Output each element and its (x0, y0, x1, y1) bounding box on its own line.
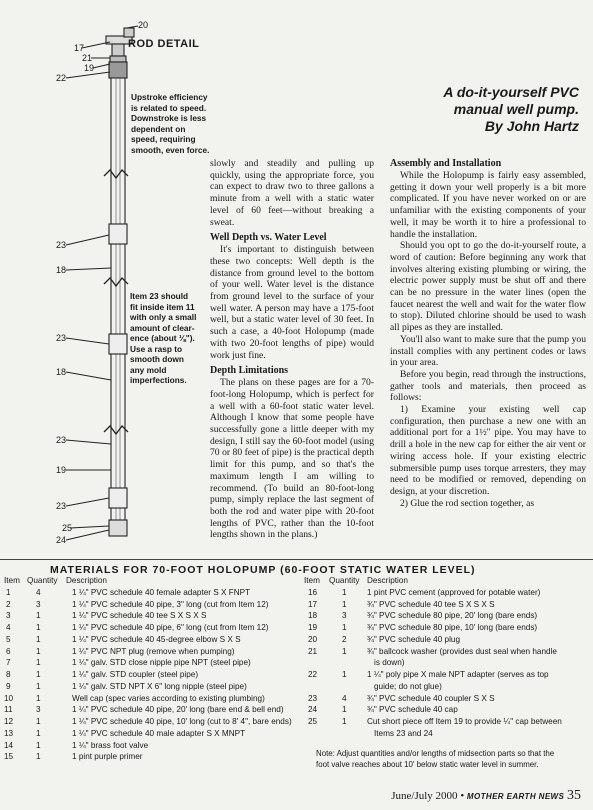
table-row: 4 1 1 ¼" PVC schedule 40 pipe, 6" long (cut from Item 12) (6, 623, 269, 633)
table-row: 15 1 1 pint purple primer (4, 752, 143, 762)
callout-label: 22 (56, 73, 67, 83)
article-column-1: slowly and steadily and pulling up quickly, using the appropriate force, you can expect to draw two to three gallons a minute from a well with a static water level of 60 feet—without breaking a sweat. Well Depth vs. Water Level It's important to distinguish between these two concepts: Well depth is the distance from ground level to the bottom of your well. Water level is the distance from ground level to the surface of your well water. A person may have a 175-foot well, but a static water level of 30 feet. In such a case, a 40-foot Holopump (made with two 20-foot lengths of pipe) would work just fine. Depth Limitations The plans on these pages are for a 70-foot-long Holopump, which is perfect for a well with a 60-foot static water level. Although I know that some people have successfully gone a little deeper with my design, I still say the 60-foot model (using 70 or 80 feet of pipe) is the practical depth limit for this pump, and so that's the maximum length I am willing to recommend. (To build an 80-foot-long pump, simply replace the last segment of both the rod and water pipe with 20-foot lengths of PVC, rather than the 10-foot lengths shown in the plans.) (210, 158, 374, 541)
table-row: 20 2 ¾" PVC schedule 40 plug (308, 634, 461, 644)
table-row: Items 23 and 24 (374, 728, 433, 738)
table-row: is down) (374, 658, 405, 668)
table-row: guide; do not glue) (374, 681, 442, 691)
table-row: 18 3 ¾" PVC schedule 80 pipe, 20' long (bare ends) (308, 611, 538, 621)
callout-label: 23 (56, 501, 67, 511)
table-row: 19 1 ¾" PVC schedule 80 pipe, 10' long (bare ends) (308, 623, 538, 633)
table-header: Item Quantity Description (4, 576, 107, 585)
table-header: Item Quantity Description (304, 576, 408, 585)
page-number: 35 (567, 788, 581, 803)
table-row: 8 1 1 ¼" galv. STD coupler (steel pipe) (6, 670, 199, 680)
rod-fitting (112, 44, 124, 56)
coupler-23 (109, 224, 127, 244)
magazine-name: MOTHER EARTH NEWS (466, 792, 565, 801)
table-row: 13 1 1 ¼" PVC schedule 40 male adapter S X MNPT (4, 728, 246, 738)
section-heading: Depth Limitations (210, 365, 289, 377)
top-guide-22 (109, 62, 127, 78)
plug-20 (124, 28, 134, 37)
item23-note: Item 23 should fit inside item 11 with only a small amount of clear- ence (about ⅛"). Use a rasp to smooth down any mold imperfections. (130, 291, 197, 385)
table-row: 7 1 1 ¼" galv. STD close nipple pipe NPT (steel pipe) (6, 658, 251, 668)
callout-label: 19 (84, 63, 95, 73)
materials-note: Note: Adjust quantities and/or lengths of midsection parts so that the foot valve reaches about 10' below static water level in summer. (316, 749, 555, 769)
table-row: 24 1 ¾" PVC schedule 40 cap (308, 705, 458, 715)
headline: A do-it-yourself PVC manual well pump. By John Hartz (443, 84, 579, 134)
table-row: 17 1 ¾" PVC schedule 40 tee S X S X S (308, 599, 495, 609)
table-row: 25 1 Cut short piece off Item 19 to provide ¼" cap between (308, 717, 562, 727)
callout-label: 23 (56, 333, 67, 343)
table-row: 11 3 1 ¼" PVC schedule 40 pipe, 20' long (bare end & bell end) (4, 705, 284, 715)
table-row: 6 1 1 ¼" PVC NPT plug (remove when pumping) (6, 646, 235, 656)
table-row: 23 4 ¾" PVC schedule 40 coupler S X S (308, 693, 495, 703)
table-row: 3 1 1 ¼" PVC schedule 40 tee S X S X S (6, 611, 207, 621)
table-row: 16 1 1 pint PVC cement (approved for potable water) (308, 587, 541, 597)
washer-21 (110, 56, 126, 62)
callout-label: 21 (82, 53, 93, 63)
materials-right-column (300, 575, 593, 740)
table-row: 9 1 1 ¼" galv. STD NPT X 6" long nipple (steel pipe) (6, 681, 247, 691)
callout-label: 18 (56, 265, 67, 275)
callout-label: 23 (56, 435, 67, 445)
callout-label: 19 (56, 465, 67, 475)
callout-label: 24 (56, 535, 67, 545)
section-heading: Assembly and Installation (390, 158, 502, 169)
section-heading: Well Depth vs. Water Level (210, 232, 327, 244)
table-row: 22 1 1 ¼" poly pipe X male NPT adapter (serves as top (308, 670, 549, 680)
callout-label: 18 (56, 367, 67, 377)
article-column-2: Assembly and Installation While the Holopump is fairly easy assembled, getting it down your well properly is a bit more complicated. If you have never worked on or are unfamiliar with the existing components of your well, it may be worth it to hire a professional to handle the installation. Should you opt to go the do-it-yourself route, a word of caution: Before beginning any work that involves altering existing plumbing or wiring, the electric power supply must be shut off and there can be no pressure in the water lines (open the faucet nearest the well and wait for the water flow to stop). Diluted chlorine should be used to wash all pipes as they are installed. You'll also want to make sure that the pump you install complies with any pertinent codes or laws in your area. Before you begin, read through the instructions, gather tools and materials, then proceed as follows: 1) Examine your existing well cap configuration, then purchase a new one with an additional port for a 1½" pipe. You may have to drill a hole in the new cap for either the air vent or wiring access hole. If your existing electric submersible pump uses torque arresters, they may need to be modified or removed, depending on design, at your discretion. 2) Glue the rod section together, as (390, 158, 586, 509)
table-row: 1 4 1 ¼" PVC schedule 40 female adapter S X FNPT (6, 587, 251, 597)
coupler-23 (109, 334, 127, 354)
materials-title: MATERIALS FOR 70-FOOT HOLOPUMP (60-FOOT STATIC WATER LEVEL) (50, 564, 476, 576)
coupler-23 (109, 488, 127, 508)
materials-left-column (0, 575, 300, 763)
table-row: 12 1 1 ¼" PVC schedule 40 pipe, 10' long (cut to 8' 4", bare ends) (4, 717, 292, 727)
callout-label: 17 (74, 43, 85, 53)
page-footer: June/July 2000 • MOTHER EARTH NEWS 35 (391, 788, 581, 803)
callout-label: 23 (56, 240, 67, 250)
divider (0, 559, 593, 560)
table-row: 2 3 1 ¼" PVC schedule 40 pipe, 3" long (cut from Item 12) (6, 599, 269, 609)
cap-24 (109, 520, 127, 536)
table-row: 14 1 1 ¼" brass foot valve (4, 740, 149, 750)
table-row: 21 1 ¾" ballcock washer (provides dust seal when handle (308, 646, 557, 656)
callout-label: 25 (62, 523, 73, 533)
table-row: 5 1 1 ¼" PVC schedule 40 45-degree elbow S X S (6, 634, 241, 644)
rod-detail-title: ROD DETAIL (128, 38, 200, 50)
table-row: 10 1 Well cap (spec varies according to existing plumbing) (4, 693, 265, 703)
upstroke-note: Upstroke efficiency is related to speed. Downstroke is less dependent on speed, requiring smooth, even force. (131, 92, 210, 155)
pump-diagram (0, 0, 140, 560)
issue-date: June/July 2000 (391, 790, 458, 802)
callout-label: 20 (138, 20, 149, 30)
